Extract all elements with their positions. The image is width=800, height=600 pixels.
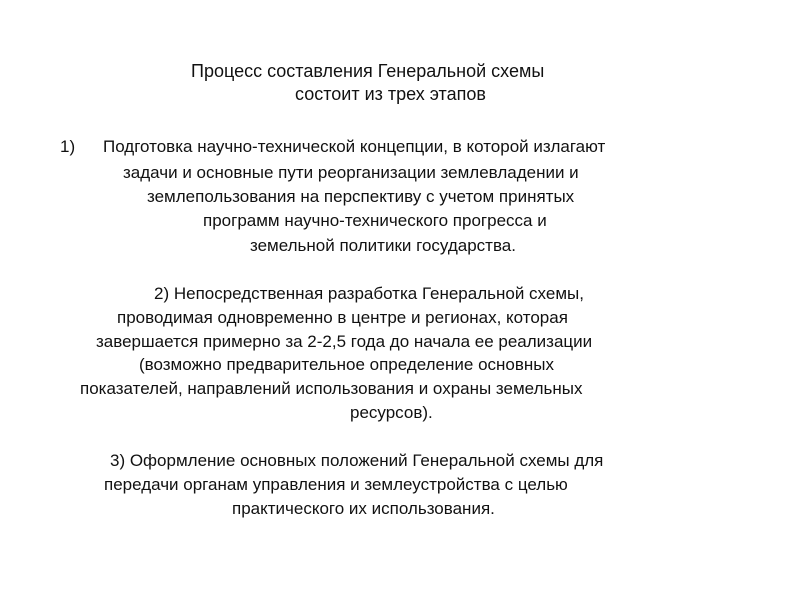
slide-title-line-1: Процесс составления Генеральной схемы — [191, 61, 545, 81]
stage-2-line-6: ресурсов). — [350, 403, 433, 422]
stage-1-number: 1) — [60, 137, 76, 156]
stage-3-line-2: передачи органам управления и землеустройства с целью — [104, 475, 568, 494]
stage-2-line-2: проводимая одновременно в центре и регионах, которая — [117, 308, 568, 327]
stage-1-line-3: землепользования на перспективу с учетом принятых — [147, 187, 575, 206]
stage-2-line-4: (возможно предварительное определение основных — [139, 355, 555, 374]
stage-1-line-5: земельной политики государства. — [250, 236, 516, 255]
stage-3-line-1: 3) Оформление основных положений Генеральной схемы для — [110, 451, 604, 470]
stage-2-line-5: показателей, направлений использования и охраны земельных — [80, 379, 583, 398]
stage-3-line-3: практического их использования. — [232, 499, 495, 518]
stage-1-line-2: задачи и основные пути реорганизации землевладении и — [123, 163, 579, 182]
stage-1-line-1: Подготовка научно-технической концепции, в которой излагают — [103, 137, 606, 156]
stage-2-line-3: завершается примерно за 2-2,5 года до начала ее реализации — [96, 332, 593, 351]
stage-2-line-1: 2) Непосредственная разработка Генеральной схемы, — [154, 284, 584, 303]
stage-1-line-4: программ научно-технического прогресса и — [203, 211, 547, 230]
slide-title-line-2: состоит из трех этапов — [295, 84, 486, 104]
